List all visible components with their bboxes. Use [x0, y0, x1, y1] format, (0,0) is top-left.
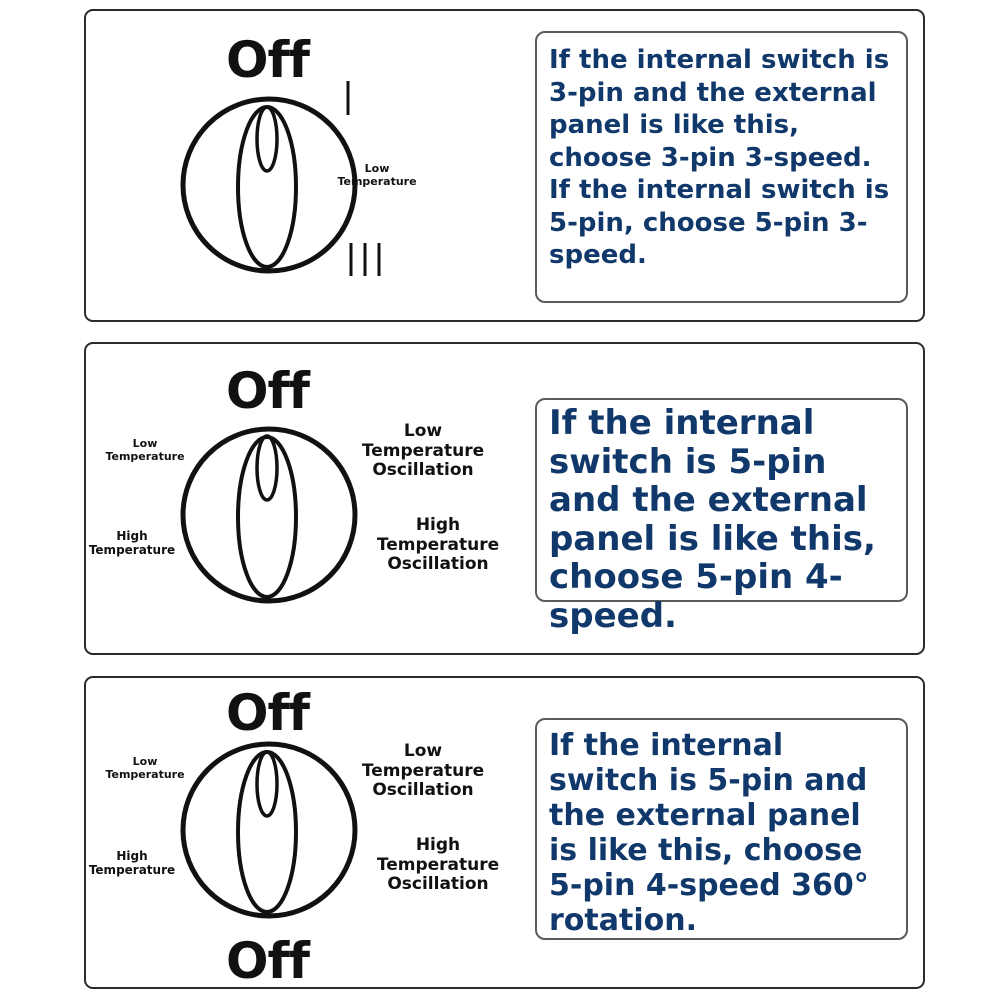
low-temperature-label: Low Temperature — [105, 437, 185, 463]
panel-2 — [84, 342, 925, 655]
high-temperature-label: High Temperature — [88, 529, 176, 557]
off-label-top: Off — [226, 362, 310, 420]
instruction-note — [535, 718, 908, 940]
instruction-note — [535, 398, 908, 636]
instruction-note — [535, 31, 908, 303]
high-temperature-label: High Temperature — [88, 849, 176, 877]
off-label-bottom: Off — [226, 932, 310, 990]
high-temperature-oscillation-label: High Temperature Oscillation — [376, 515, 500, 575]
instruction-text: If the internal switch is 3-pin and the external panel is like this, choose 3-pin 3-speed. If the internal switch is 5-pin, choose 5-pin 3-speed. — [549, 45, 890, 270]
low-temperature-oscillation-label: Low Temperature Oscillation — [361, 741, 485, 801]
panel-3 — [84, 676, 925, 989]
low-temperature-label: Low Temperature — [105, 755, 185, 781]
instruction-text: If the internal switch is 5-pin and the external panel is like this, choose 5-pin 4-speed. — [549, 403, 876, 636]
low-temperature-oscillation-label: Low Temperature Oscillation — [361, 421, 485, 481]
instruction-text: If the internal switch is 5-pin and the external panel is like this, choose 5-pin 4-speed 360° rotation. — [549, 728, 869, 938]
panel-1 — [84, 9, 925, 322]
off-label-top: Off — [226, 31, 310, 89]
low-temperature-label: Low Temperature — [337, 162, 417, 188]
off-label-top: Off — [226, 684, 310, 742]
high-temperature-oscillation-label: High Temperature Oscillation — [376, 835, 500, 895]
